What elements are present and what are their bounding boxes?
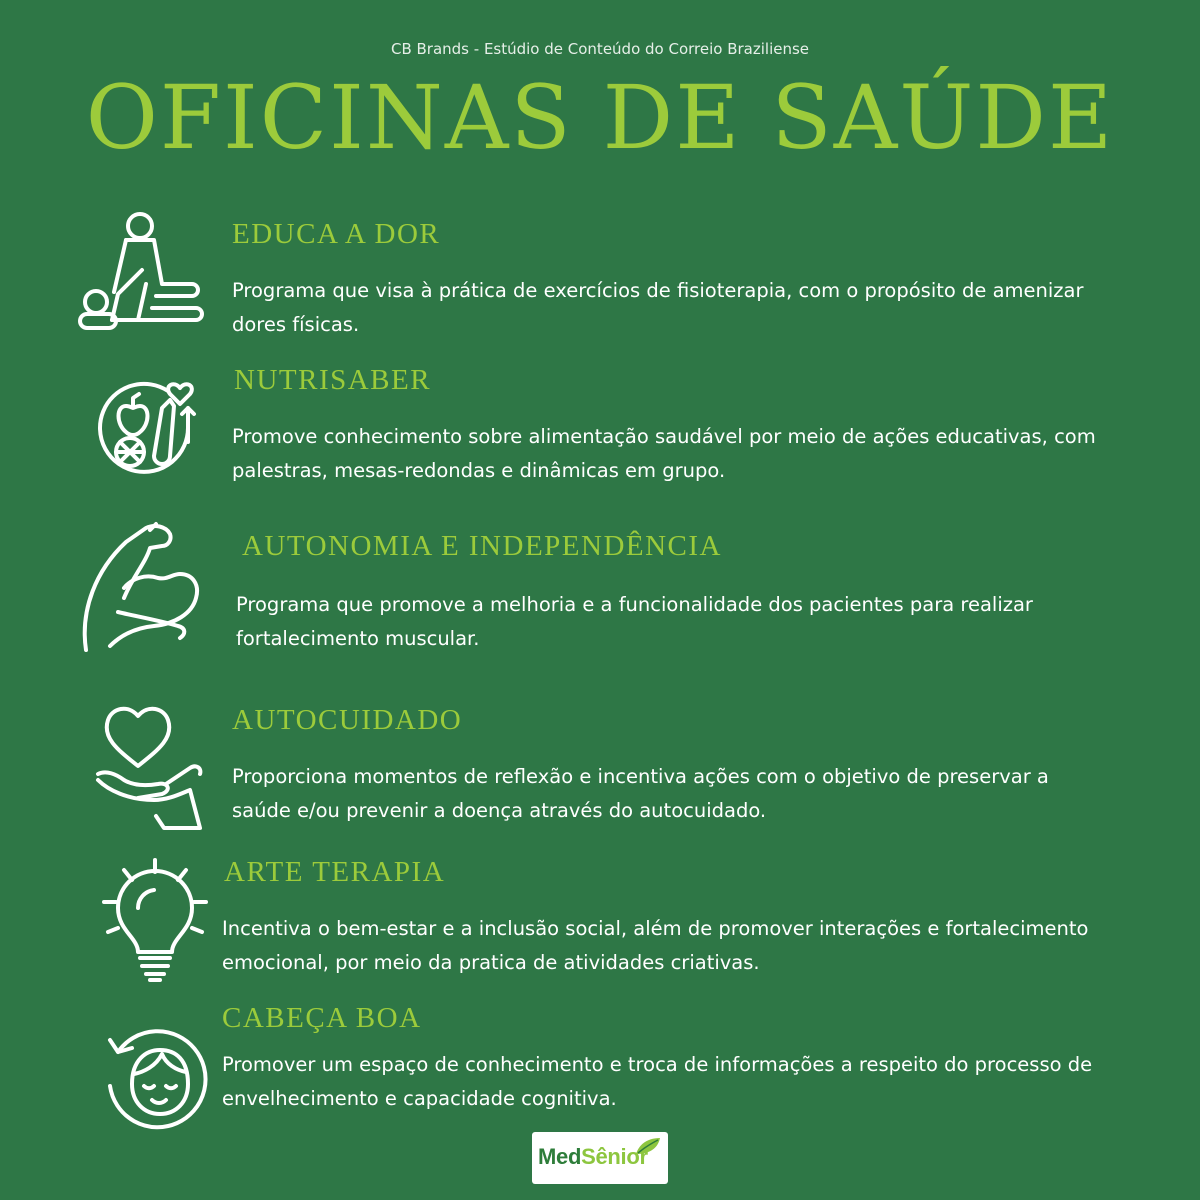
workshop-title: AUTOCUIDADO [232, 704, 463, 736]
workshop-nutrisaber [0, 360, 1200, 510]
workshop-autonomia [0, 516, 1200, 666]
calm-face-icon [104, 1030, 210, 1138]
source-credit: CB Brands - Estúdio de Conteúdo do Correio Braziliense [390, 40, 810, 58]
medsenior-logo [532, 1132, 668, 1184]
workshop-title: EDUCA A DOR [232, 218, 441, 250]
workshop-description: Programa que promove a melhoria e a funcionalidade dos pacientes para realizar fortalecimento muscular. [236, 593, 1033, 650]
workshop-description: Incentiva o bem-estar e a inclusão social, além de promover interações e fortalecimento emocional, por meio da pratica de atividades criativas. [222, 917, 1089, 974]
workshop-description: Programa que visa à prática de exercícios de fisioterapia, com o propósito de amenizar dores físicas. [232, 279, 1084, 336]
flexed-arm-icon [78, 516, 204, 656]
workshop-description: Proporciona momentos de reflexão e incentiva ações com o objetivo de preservar a saúde e/ou prevenir a doença através do autocuidado. [232, 765, 1049, 822]
page-title: OFICINAS DE SAÚDE [85, 66, 1115, 169]
logo-wordmark: MedSênior [538, 1144, 648, 1169]
workshop-description: Promover um espaço de conhecimento e troca de informações a respeito do processo de envelhecimento e capacidade cognitiva. [222, 1053, 1093, 1110]
heart-in-hand-icon [94, 700, 210, 832]
workshop-educa-a-dor [0, 210, 1200, 360]
workshop-cabeca-boa [0, 1000, 1200, 1150]
workshop-arte-terapia [0, 852, 1200, 1002]
physiotherapy-icon [76, 210, 202, 336]
workshop-title: AUTONOMIA E INDEPENDÊNCIA [242, 530, 722, 562]
workshop-title: CABEÇA BOA [222, 1002, 422, 1034]
workshop-title: NUTRISABER [234, 364, 432, 396]
light-bulb-icon [100, 860, 210, 988]
workshop-description: Promove conhecimento sobre alimentação saudável por meio de ações educativas, com palestras, mesas-redondas e dinâmicas em grupo. [232, 425, 1096, 482]
workshop-autocuidado [0, 696, 1200, 846]
healthy-food-icon [92, 372, 204, 484]
workshop-title: ARTE TERAPIA [224, 856, 446, 888]
